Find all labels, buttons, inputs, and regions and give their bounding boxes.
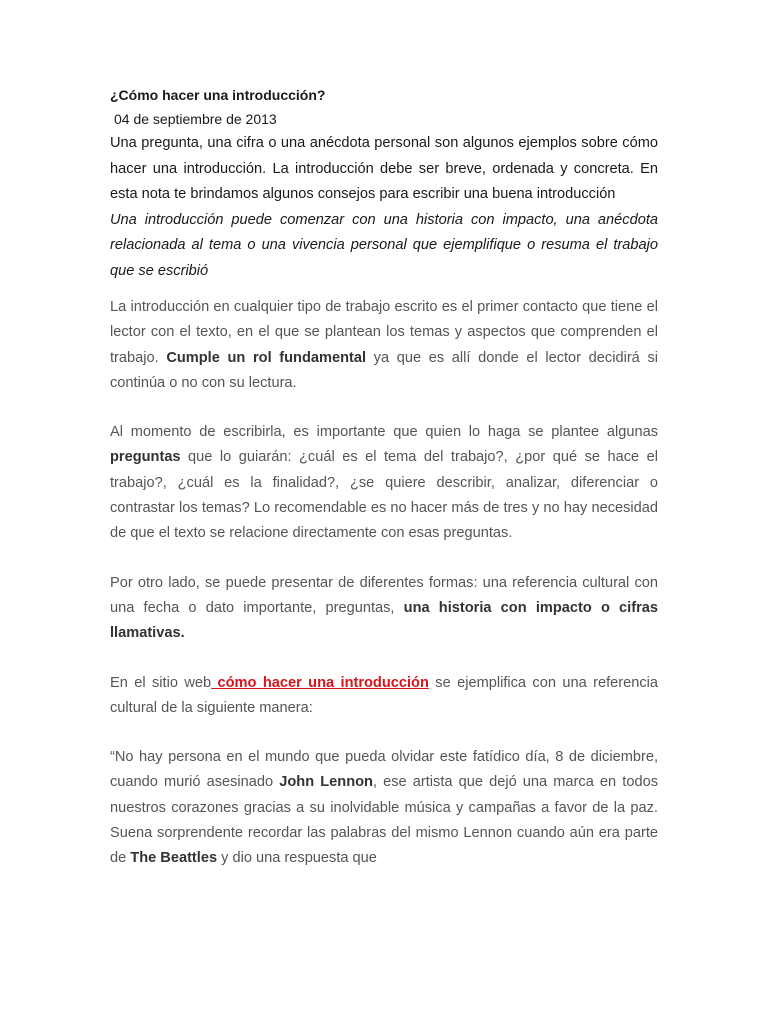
paragraph-2-bold: preguntas [110,449,181,466]
paragraph-4-text-a: En el sitio web [110,674,212,691]
paragraph-5-text-a: “No hay persona en el mundo que pueda olvidar este fatídico día, 8 de diciembre, cuando murió asesinado [110,749,658,791]
paragraph-5-bold-b: The Beattles [130,850,218,867]
paragraph-4 [110,671,658,722]
paragraph-1-text-a: La introducción en cualquier tipo de trabajo escrito es el primer contacto que tiene el lector con el texto, en el que se plantean los temas y aspectos que comprenden el trabajo. [110,299,658,366]
paragraph-4-text-b: se ejemplifica con una referencia cultural de la siguiente manera: [110,674,658,716]
article-title: ¿Cómo hacer una introducción? [110,87,326,103]
paragraph-1 [110,295,658,396]
paragraph-2-text-b: que lo guiarán: ¿cuál es el tema del trabajo?, ¿por qué se hace el trabajo?, ¿cuál es la finalidad?, ¿se quiere describir, analizar, diferenciar o contrastar los temas? Lo recomendable es no hacer más de tres y no hay necesidad de que el texto se relacione directamente con esas preguntas. [110,449,658,542]
spacer [110,721,658,745]
paragraph-5-text-c: y dio una respuesta que [217,850,377,867]
spacer [110,647,658,671]
paragraph-5-bold-a: John Lennon [279,774,373,791]
como-hacer-introduccion-link[interactable]: cómo hacer una introducción [211,674,429,691]
paragraph-1-bold: Cumple un rol fundamental [166,349,367,366]
paragraph-2-text-a: Al momento de escribirla, es importante que quien lo haga se plantee algunas [110,424,658,441]
spacer [110,396,658,420]
spacer [110,284,658,295]
document-page [110,83,658,872]
paragraph-5 [110,745,658,871]
article-lead: Una introducción puede comenzar con una historia con impacto, una anécdota relacionada al tema o una vivencia personal que ejemplifique o resuma el trabajo que se escribió [110,211,658,279]
paragraph-5-text-b: , ese artista que dejó una marca en todos nuestros corazones gracias a su inolvidable música y campañas a favor de la paz. Suena sorprendente recordar las palabras del mismo Lennon cuando aún era parte de [110,774,658,867]
paragraph-1-text-b: ya que es allí donde el lector decidirá si continúa o no con su lectura. [110,349,658,391]
paragraph-3 [110,571,658,647]
paragraph-3-bold: una historia con impacto o cifras llamativas. [110,599,658,642]
article-date: 04 de septiembre de 2013 [114,111,277,127]
paragraph-2 [110,420,658,546]
article-intro: Una pregunta, una cifra o una anécdota personal son algunos ejemplos sobre cómo hacer una introducción. La introducción debe ser breve, ordenada y concreta. En esta nota te brindamos algunos consejos para escribir una buena introducción [110,135,658,202]
paragraph-3-text-a: Por otro lado, se puede presentar de diferentes formas: una referencia cultural con una fecha o dato importante, preguntas, [110,574,658,616]
spacer [110,547,658,571]
